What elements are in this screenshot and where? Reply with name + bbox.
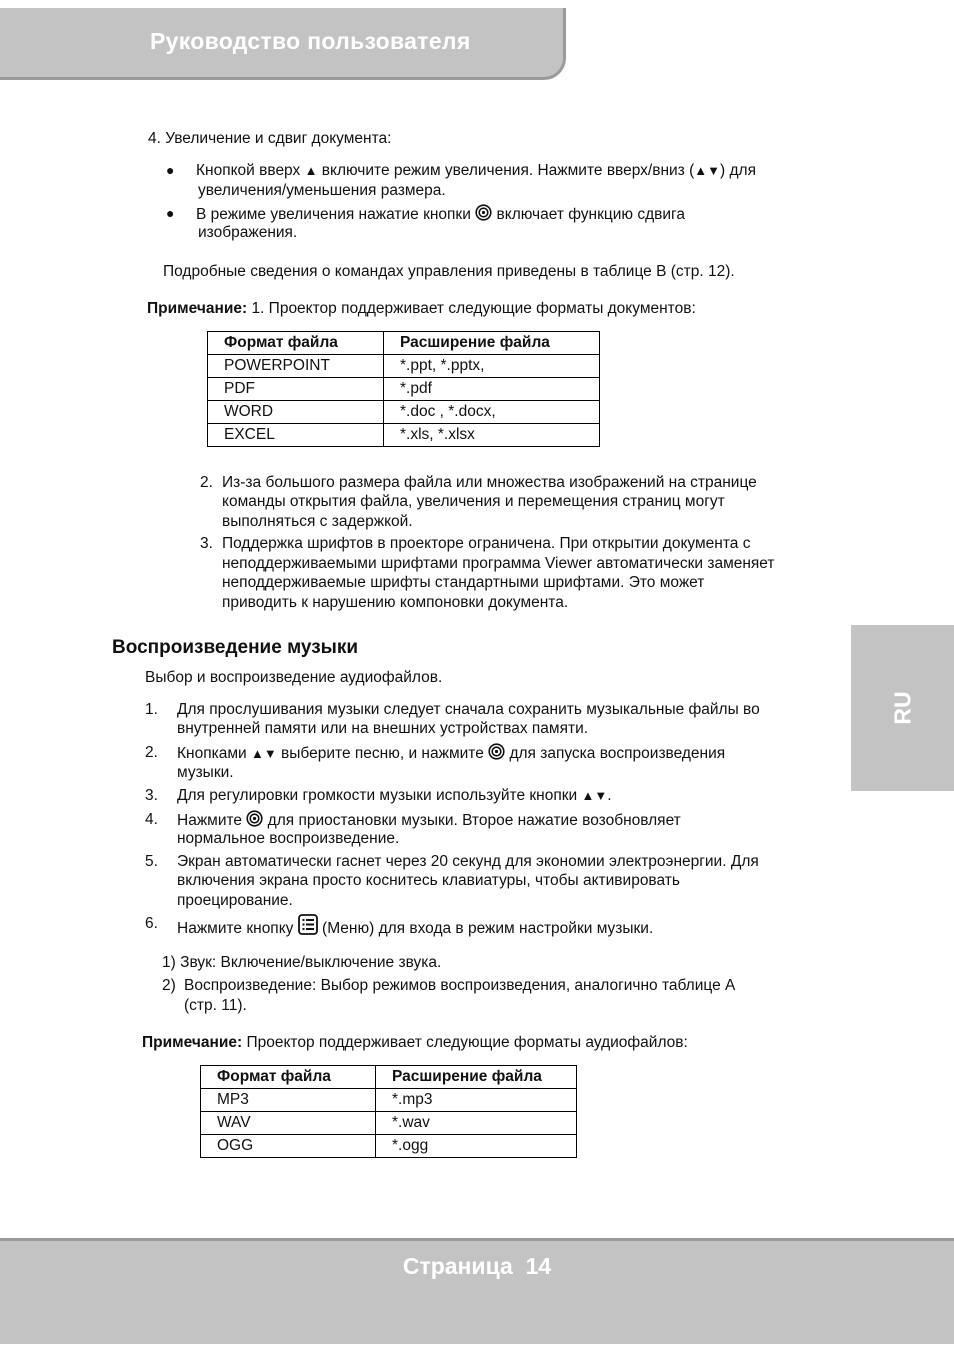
bullet-text: включите режим увеличения. Нажмите вверх/вниз ( — [321, 162, 695, 179]
arrow-down-icon: ▼ — [707, 163, 721, 178]
note-2-number: 2. — [200, 474, 213, 491]
table-header: Формат файла — [208, 332, 384, 355]
step-3 — [177, 786, 612, 806]
section-heading: Воспроизведение музыки — [112, 637, 359, 658]
step-number: 3. — [145, 787, 158, 804]
sub-item-text: Звук: Включение/выключение звука. — [180, 954, 442, 971]
note-3-line: Поддержка шрифтов в проекторе ограничена. При открытии документа с — [222, 535, 751, 552]
table-cell: *.doc , *.docx, — [384, 401, 600, 424]
table-cell: *.ppt, *.pptx, — [384, 355, 600, 378]
step-number: 4. — [145, 811, 158, 828]
table-cell: OGG — [201, 1135, 376, 1158]
table-cell: *.ogg — [376, 1135, 577, 1158]
sub-item-number: 1) — [162, 954, 176, 971]
arrow-down-icon: ▼ — [594, 788, 608, 803]
page-number: Страница 14 — [402, 1253, 552, 1279]
note-2-line: команды открытия файла, увеличения и перемещения страниц могут — [222, 493, 725, 510]
arrow-down-icon: ▼ — [263, 746, 277, 761]
sub-item-line: Воспроизведение: Выбор режимов воспроизведения, аналогично таблице A — [184, 977, 736, 994]
bullet-item-pan-line2: изображения. — [198, 224, 298, 241]
arrow-up-icon: ▲ — [581, 788, 595, 803]
menu-button-icon — [298, 914, 318, 941]
step-line: нормальное воспроизведение. — [177, 830, 400, 847]
note-3-line: неподдерживаемые шрифты стандартными шрифтами. Это может — [222, 574, 705, 591]
bullet-item-zoom — [196, 161, 836, 181]
note-3-line: приводить к нарушению компоновки документа. — [222, 594, 569, 611]
step-line: музыки. — [177, 764, 234, 781]
ok-button-icon — [488, 743, 505, 766]
table-row — [208, 378, 600, 401]
note-2-line: выполняться с задержкой. — [222, 513, 413, 530]
step-line: Для прослушивания музыки следует сначала сохранить музыкальные файлы во — [177, 701, 760, 718]
table-row — [208, 424, 600, 447]
step-2 — [177, 743, 817, 766]
table-header-row — [201, 1066, 577, 1089]
note-3-number: 3. — [200, 535, 213, 552]
audio-note — [142, 1033, 688, 1053]
table-cell: *.xls, *.xlsx — [384, 424, 600, 447]
step-text: (Меню) для входа в режим настройки музыки. — [322, 920, 654, 937]
sub-item-number: 2) — [162, 977, 176, 994]
step-line: Экран автоматически гаснет через 20 секунд для экономии электроэнергии. Для — [177, 853, 759, 870]
table-row — [208, 355, 600, 378]
ok-button-icon — [475, 204, 492, 227]
section-intro: Выбор и воспроизведение аудиофайлов. — [145, 669, 443, 686]
step-6 — [177, 914, 653, 941]
step-line: внутренней памяти или на внешних устройствах памяти. — [177, 720, 589, 737]
item-4 — [148, 129, 391, 149]
bullet-text: В режиме увеличения нажатие кнопки — [196, 206, 471, 223]
document-formats-table — [207, 331, 600, 447]
table-cell: *.wav — [376, 1112, 577, 1135]
step-line: проецирование. — [177, 892, 293, 909]
table-cell: MP3 — [201, 1089, 376, 1112]
table-cell: WAV — [201, 1112, 376, 1135]
bullet-item-zoom-line2: увеличения/уменьшения размера. — [198, 182, 446, 199]
page-header-title: Руководство пользователя — [150, 28, 471, 54]
note-2-line: Из-за большого размера файла или множества изображений на странице — [222, 474, 757, 491]
item-number: 4. — [148, 130, 161, 147]
bullet-dot: ● — [166, 205, 175, 221]
table-cell: *.mp3 — [376, 1089, 577, 1112]
language-tab — [851, 625, 954, 791]
bullet-text: включает функцию сдвига — [496, 206, 685, 223]
step-text: . — [607, 787, 612, 804]
step-number: 1. — [145, 701, 158, 718]
step-text: Для регулировки громкости музыки используйте кнопки — [177, 787, 578, 804]
table-row — [208, 401, 600, 424]
table-cell: EXCEL — [208, 424, 384, 447]
arrow-up-icon: ▲ — [250, 746, 264, 761]
step-line: включения экрана просто коснитесь клавиатуры, чтобы активировать — [177, 872, 680, 889]
table-row — [201, 1135, 577, 1158]
bullet-text: Кнопкой вверх — [196, 162, 301, 179]
table-header: Расширение файла — [376, 1066, 577, 1089]
step-number: 2. — [145, 744, 158, 761]
table-row — [201, 1112, 577, 1135]
step-text: Нажмите кнопку — [177, 920, 294, 937]
table-cell: WORD — [208, 401, 384, 424]
table-cell: POWERPOINT — [208, 355, 384, 378]
note-label: Примечание: — [147, 300, 248, 317]
bullet-dot: ● — [166, 162, 175, 178]
step-number: 5. — [145, 853, 158, 870]
table-cell: *.pdf — [384, 378, 600, 401]
table-row — [201, 1089, 577, 1112]
sub-item-1 — [162, 953, 441, 973]
sub-item-line: (стр. 11). — [184, 997, 247, 1014]
note-label: Примечание: — [142, 1034, 243, 1051]
note-text: Проектор поддерживает следующие форматы аудиофайлов: — [242, 1034, 688, 1051]
table-header: Расширение файла — [384, 332, 600, 355]
details-text: Подробные сведения о командах управления приведены в таблице B (стр. 12). — [163, 263, 735, 280]
language-tab-label: RU — [889, 691, 915, 725]
step-number: 6. — [145, 915, 158, 932]
note-3-line: неподдерживаемыми шрифтами программа Viewer автоматически заменяет — [222, 555, 775, 572]
step-text: для приостановки музыки. Второе нажатие возобновляет — [267, 812, 681, 829]
bullet-text: ) для — [720, 162, 756, 179]
arrow-up-icon: ▲ — [694, 163, 708, 178]
step-text: выберите песню, и нажмите — [281, 745, 484, 762]
table-cell: PDF — [208, 378, 384, 401]
step-text: Кнопками — [177, 745, 247, 762]
step-text: для запуска воспроизведения — [509, 745, 726, 762]
note-text: 1. Проектор поддерживает следующие форматы документов: — [247, 300, 696, 317]
table-header-row — [208, 332, 600, 355]
item-text: Увеличение и сдвиг документа: — [165, 130, 392, 147]
step-text: Нажмите — [177, 812, 243, 829]
arrow-up-icon: ▲ — [304, 163, 318, 178]
audio-formats-table — [200, 1065, 577, 1158]
table-header: Формат файла — [201, 1066, 376, 1089]
doc-note — [147, 299, 696, 319]
